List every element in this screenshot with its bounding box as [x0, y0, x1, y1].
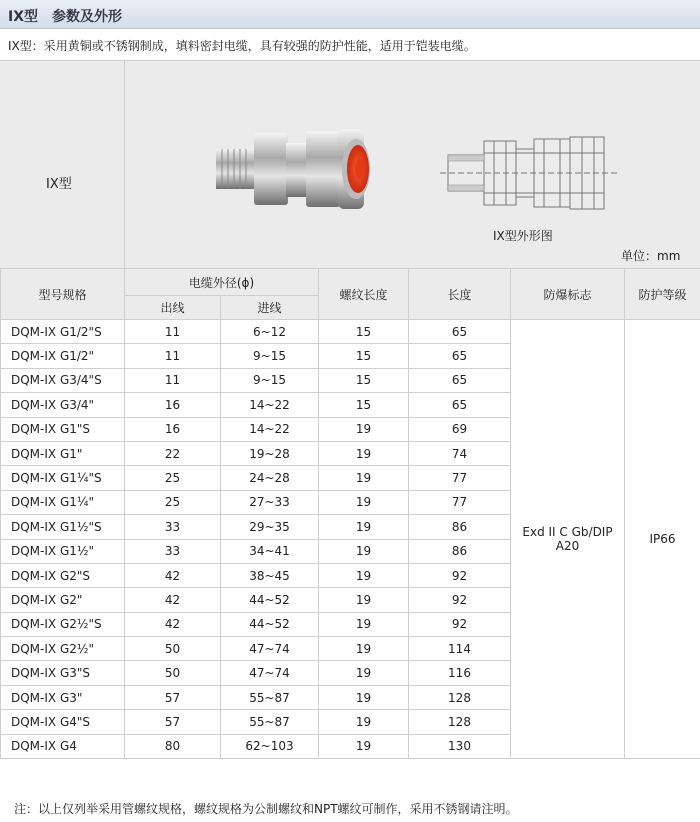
cell-in: 14~22: [221, 417, 319, 441]
cell-protection-grade: IP66: [625, 320, 700, 759]
table-row: [1, 320, 700, 344]
cell-model: DQM-IX G2½"S: [1, 612, 125, 636]
cell-length: 92: [409, 588, 511, 612]
cell-model: DQM-IX G3/4"S: [1, 368, 125, 392]
cell-length: 65: [409, 393, 511, 417]
cell-thread-length: 19: [319, 685, 409, 709]
cell-thread-length: 15: [319, 320, 409, 344]
cell-thread-length: 19: [319, 612, 409, 636]
section-title: IX型 参数及外形: [8, 9, 123, 25]
cell-in: 27~33: [221, 490, 319, 514]
cell-length: 92: [409, 563, 511, 587]
cell-thread-length: 19: [319, 588, 409, 612]
cell-in: 34~41: [221, 539, 319, 563]
cell-out: 57: [125, 710, 221, 734]
cell-model: DQM-IX G2½": [1, 637, 125, 661]
cell-length: 65: [409, 320, 511, 344]
cell-in: 19~28: [221, 441, 319, 465]
cell-out: 57: [125, 685, 221, 709]
outline-drawing: [440, 131, 620, 215]
cell-model: DQM-IX G1"S: [1, 417, 125, 441]
cell-model: DQM-IX G1": [1, 441, 125, 465]
cell-length: 92: [409, 612, 511, 636]
image-row-label: IX型: [46, 177, 72, 192]
cell-out: 50: [125, 661, 221, 685]
header-thread-length: 螺纹长度: [319, 269, 409, 320]
header-in: 进线: [221, 296, 319, 320]
header-protection-grade: 防护等级: [625, 269, 700, 320]
cell-model: DQM-IX G4: [1, 734, 125, 758]
cell-in: 38~45: [221, 563, 319, 587]
cell-thread-length: 19: [319, 490, 409, 514]
cell-in: 44~52: [221, 588, 319, 612]
cell-length: 128: [409, 685, 511, 709]
header-length: 长度: [409, 269, 511, 320]
cell-in: 24~28: [221, 466, 319, 490]
product-description: IX型：采用黄铜或不锈钢制成，填料密封电缆，具有较强的防护性能，适用于铠装电缆。: [8, 39, 476, 53]
cell-out: 42: [125, 588, 221, 612]
cell-in: 62~103: [221, 734, 319, 758]
cell-thread-length: 19: [319, 417, 409, 441]
cell-model: DQM-IX G2": [1, 588, 125, 612]
header-model: 型号规格: [1, 269, 125, 320]
header-cable-od: 电缆外径(ϕ): [125, 269, 319, 296]
cell-in: 9~15: [221, 368, 319, 392]
cell-in: 55~87: [221, 685, 319, 709]
cell-out: 25: [125, 466, 221, 490]
cell-thread-length: 19: [319, 661, 409, 685]
cell-length: 116: [409, 661, 511, 685]
cell-out: 11: [125, 344, 221, 368]
cell-in: 55~87: [221, 710, 319, 734]
cell-explosion-mark: Exd II C Gb/DIP A20: [511, 320, 625, 759]
cable-gland-photo: [214, 121, 374, 213]
cell-thread-length: 19: [319, 734, 409, 758]
cell-out: 25: [125, 490, 221, 514]
spec-table: [0, 268, 700, 759]
cell-out: 33: [125, 515, 221, 539]
cell-length: 130: [409, 734, 511, 758]
cell-out: 50: [125, 637, 221, 661]
cell-model: DQM-IX G1/2"S: [1, 320, 125, 344]
cell-length: 69: [409, 417, 511, 441]
cell-out: 11: [125, 368, 221, 392]
cell-length: 65: [409, 344, 511, 368]
cell-thread-length: 19: [319, 466, 409, 490]
cell-thread-length: 19: [319, 710, 409, 734]
cell-thread-length: 15: [319, 344, 409, 368]
drawing-caption: IX型外形图: [493, 229, 553, 243]
cell-model: DQM-IX G3/4": [1, 393, 125, 417]
cell-thread-length: 19: [319, 539, 409, 563]
cell-length: 77: [409, 490, 511, 514]
section-header: [0, 0, 700, 29]
cell-model: DQM-IX G3": [1, 685, 125, 709]
cell-thread-length: 19: [319, 563, 409, 587]
cell-model: DQM-IX G1¼"S: [1, 466, 125, 490]
cell-out: 80: [125, 734, 221, 758]
cell-out: 16: [125, 417, 221, 441]
cell-model: DQM-IX G1¼": [1, 490, 125, 514]
cell-out: 16: [125, 393, 221, 417]
cell-model: DQM-IX G1½": [1, 539, 125, 563]
cell-in: 44~52: [221, 612, 319, 636]
cell-in: 47~74: [221, 637, 319, 661]
cell-model: DQM-IX G1½"S: [1, 515, 125, 539]
cell-out: 22: [125, 441, 221, 465]
header-explosion-mark: 防爆标志: [511, 269, 625, 320]
cell-length: 65: [409, 368, 511, 392]
image-row: [0, 60, 700, 269]
cell-length: 77: [409, 466, 511, 490]
cell-in: 6~12: [221, 320, 319, 344]
cell-thread-length: 15: [319, 368, 409, 392]
cell-out: 11: [125, 320, 221, 344]
header-out: 出线: [125, 296, 221, 320]
cell-in: 47~74: [221, 661, 319, 685]
cell-thread-length: 19: [319, 637, 409, 661]
cell-out: 42: [125, 612, 221, 636]
cell-in: 9~15: [221, 344, 319, 368]
cell-length: 114: [409, 637, 511, 661]
cell-out: 42: [125, 563, 221, 587]
cell-length: 86: [409, 515, 511, 539]
unit-label: 单位：mm: [621, 249, 681, 263]
cell-in: 14~22: [221, 393, 319, 417]
cell-out: 33: [125, 539, 221, 563]
cell-thread-length: 19: [319, 441, 409, 465]
cell-thread-length: 15: [319, 393, 409, 417]
cell-length: 74: [409, 441, 511, 465]
cell-model: DQM-IX G1/2": [1, 344, 125, 368]
footnote: 注：以上仅列举采用管螺纹规格，螺纹规格为公制螺纹和NPT螺纹可制作，采用不锈钢请注明。: [14, 802, 518, 816]
cell-length: 128: [409, 710, 511, 734]
cell-length: 86: [409, 539, 511, 563]
cell-model: DQM-IX G3"S: [1, 661, 125, 685]
image-row-label-cell: [0, 61, 125, 269]
cell-thread-length: 19: [319, 515, 409, 539]
cell-model: DQM-IX G4"S: [1, 710, 125, 734]
cell-in: 29~35: [221, 515, 319, 539]
cell-model: DQM-IX G2"S: [1, 563, 125, 587]
